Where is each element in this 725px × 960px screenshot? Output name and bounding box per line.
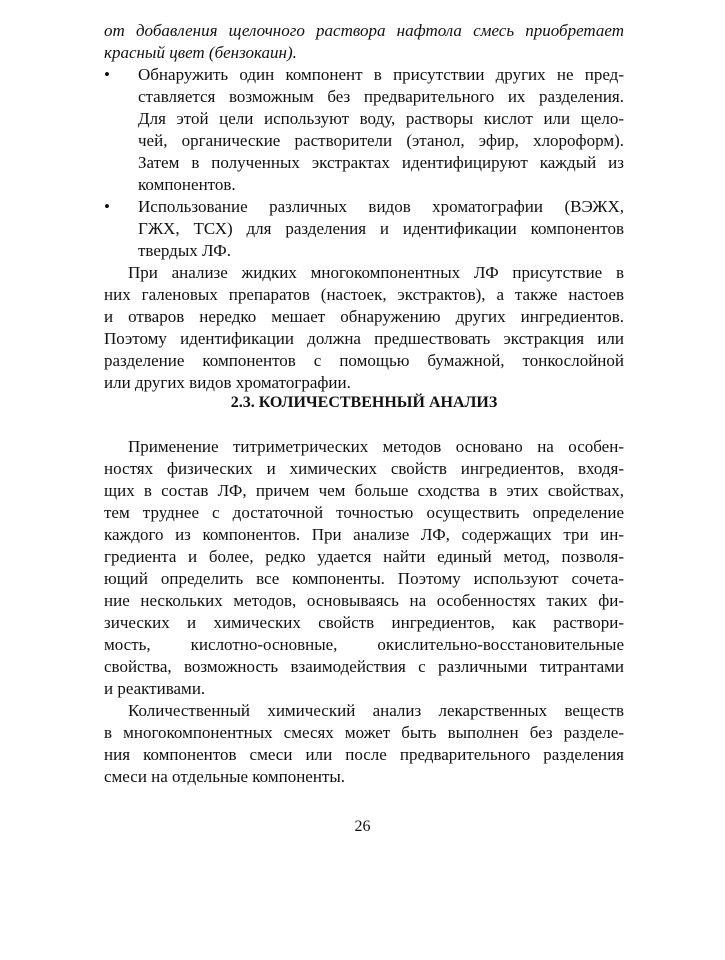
para-titrimetric-line-8: ние нескольких методов, основываясь на особенностях таких фи- [104, 591, 624, 610]
para-titrimetric-line-11: свойства, возможность взаимодействия с различными титрантами [104, 657, 624, 676]
bullet-1-line-2: ставляется возможным без предварительного их разделения. [138, 87, 624, 106]
bullet-1-line-3: Для этой цели используют воду, растворы кислот или щело- [138, 109, 624, 128]
para-titrimetric-line-6: гредиента и более, редко удается найти единый метод, позволя- [104, 547, 624, 566]
para-liquid-line-4: Поэтому идентификации должна предшествовать экстракция или [104, 329, 624, 348]
bullet-marker-1: • [104, 65, 110, 84]
para-titrimetric-line-10: мость, кислотно-основные, окислительно-восстановительные [104, 635, 624, 654]
para-liquid-line-1: При анализе жидких многокомпонентных ЛФ присутствие в [128, 263, 624, 282]
intro-italic-line-1: от добавления щелочного раствора нафтола смесь приобретает [104, 21, 624, 40]
bullet-1-line-4: чей, органические растворители (этанол, эфир, хлороформ). [138, 131, 624, 150]
para-quantitative-line-1: Количественный химический анализ лекарственных веществ [128, 701, 624, 720]
para-liquid-line-3: и отваров нередко мешает обнаружению других ингредиентов. [104, 307, 624, 326]
bullet-2-line-3: твердых ЛФ. [138, 241, 231, 260]
intro-italic-line-2: красный цвет (бензокаин). [104, 43, 297, 62]
para-titrimetric-line-2: ностях физических и химических свойств ингредиентов, входя- [104, 459, 624, 478]
bullet-2-line-2: ГЖХ, ТСХ) для разделения и идентификации компонентов [138, 219, 624, 238]
para-titrimetric-line-4: тем труднее с достаточной точностью осуществить определение [104, 503, 624, 522]
para-liquid-line-6: или других видов хроматографии. [104, 373, 351, 392]
bullet-marker-2: • [104, 197, 110, 216]
page-number: 26 [354, 818, 371, 835]
section-heading: 2.3. КОЛИЧЕСТВЕННЫЙ АНАЛИЗ [230, 394, 498, 411]
para-quantitative-line-4: смеси на отдельные компоненты. [104, 767, 346, 786]
bullet-1-line-6: компонентов. [138, 175, 236, 194]
para-quantitative-line-3: ния компонентов смеси или после предварительного разделения [104, 745, 624, 764]
bullet-1-line-5: Затем в полученных экстрактах идентифицируют каждый из [138, 153, 624, 172]
para-liquid-line-5: разделение компонентов с помощью бумажной, тонкослойной [104, 351, 624, 370]
bullet-1-line-1: Обнаружить один компонент в присутствии других не пред- [138, 65, 624, 84]
bullet-2-line-1: Использование различных видов хроматографии (ВЭЖХ, [138, 197, 624, 216]
para-titrimetric-line-12: и реактивами. [104, 679, 206, 698]
para-titrimetric-line-7: ющий определить все компоненты. Поэтому используют сочета- [104, 569, 624, 588]
para-liquid-line-2: них галеновых препаратов (настоек, экстрактов), а также настоев [104, 285, 624, 304]
para-titrimetric-line-3: щих в состав ЛФ, причем чем больше сходства в этих свойствах, [104, 481, 624, 500]
para-titrimetric-line-5: каждого из компонентов. При анализе ЛФ, содержащих три ин- [104, 525, 624, 544]
para-titrimetric-line-1: Применение титриметрических методов основано на особен- [128, 437, 624, 456]
para-titrimetric-line-9: зических и химических свойств ингредиентов, как раствори- [104, 613, 624, 632]
para-quantitative-line-2: в многокомпонентных смесях может быть выполнен без разделе- [104, 723, 624, 742]
